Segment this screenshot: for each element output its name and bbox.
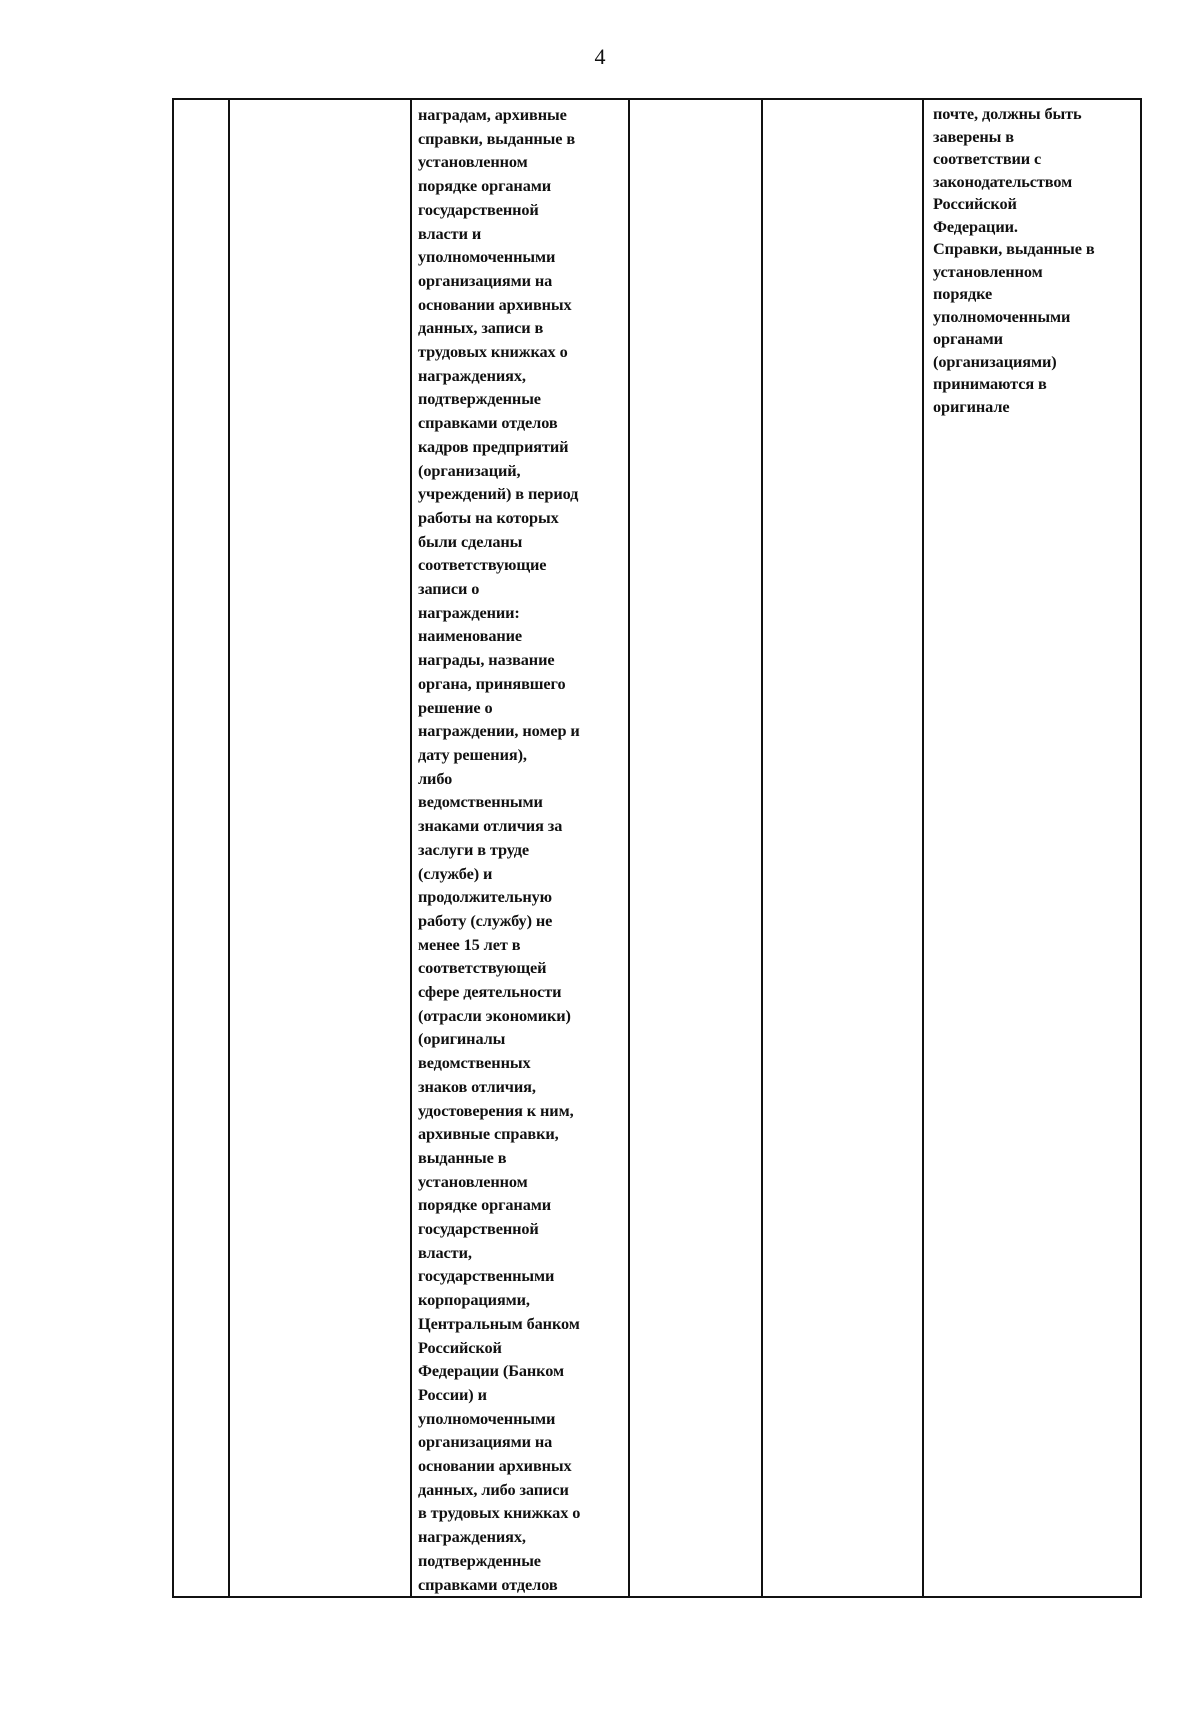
- table-cell-col2: [229, 99, 411, 1597]
- table-cell-col4: [629, 99, 762, 1597]
- table-row: [173, 99, 1141, 1597]
- table-cell-col1: [173, 99, 229, 1597]
- cell-text-documents: наградам, архивные справки, выданные в установленном порядке органами государственной власти и уполномоченными организациями на основании архивных данных, записи в трудовых книжках о награждениях, подтвержденные справками отделов кадров предприятий (организаций, учреждений) в период работы на которых были сделаны соответствующие записи о награждении: наименование награды, название органа, принявшего решение о награждении, номер и дату решения), либо ведомственными знаками отличия за заслуги в труде (службе) и продолжительную работу (службу) не менее 15 лет в соответствующей сфере деятельности (отрасли экономики) (оригиналы ведомственных знаков отличия, удостоверения к ним, архивные справки, выданные в установленном порядке органами государственной власти, государственными корпорациями, Центральным банком Российской Федерации (Банком России) и уполномоченными организациями на основании архивных данных, либо записи в трудовых книжках о награждениях, подтвержденные справками отделов: [418, 105, 581, 1594]
- table-cell-col6: [923, 99, 1141, 1597]
- table-cell-col3: [411, 99, 629, 1597]
- document-table: [172, 98, 1142, 1598]
- table-cell-col5: [762, 99, 923, 1597]
- cell-text-requirements: почте, должны быть заверены в соответствии с законодательством Российской Федерации. Справки, выданные в установленном порядке уполномоченными органами (организациями) принимаются в оригинале: [933, 104, 1095, 416]
- page-number: 4: [594, 44, 606, 69]
